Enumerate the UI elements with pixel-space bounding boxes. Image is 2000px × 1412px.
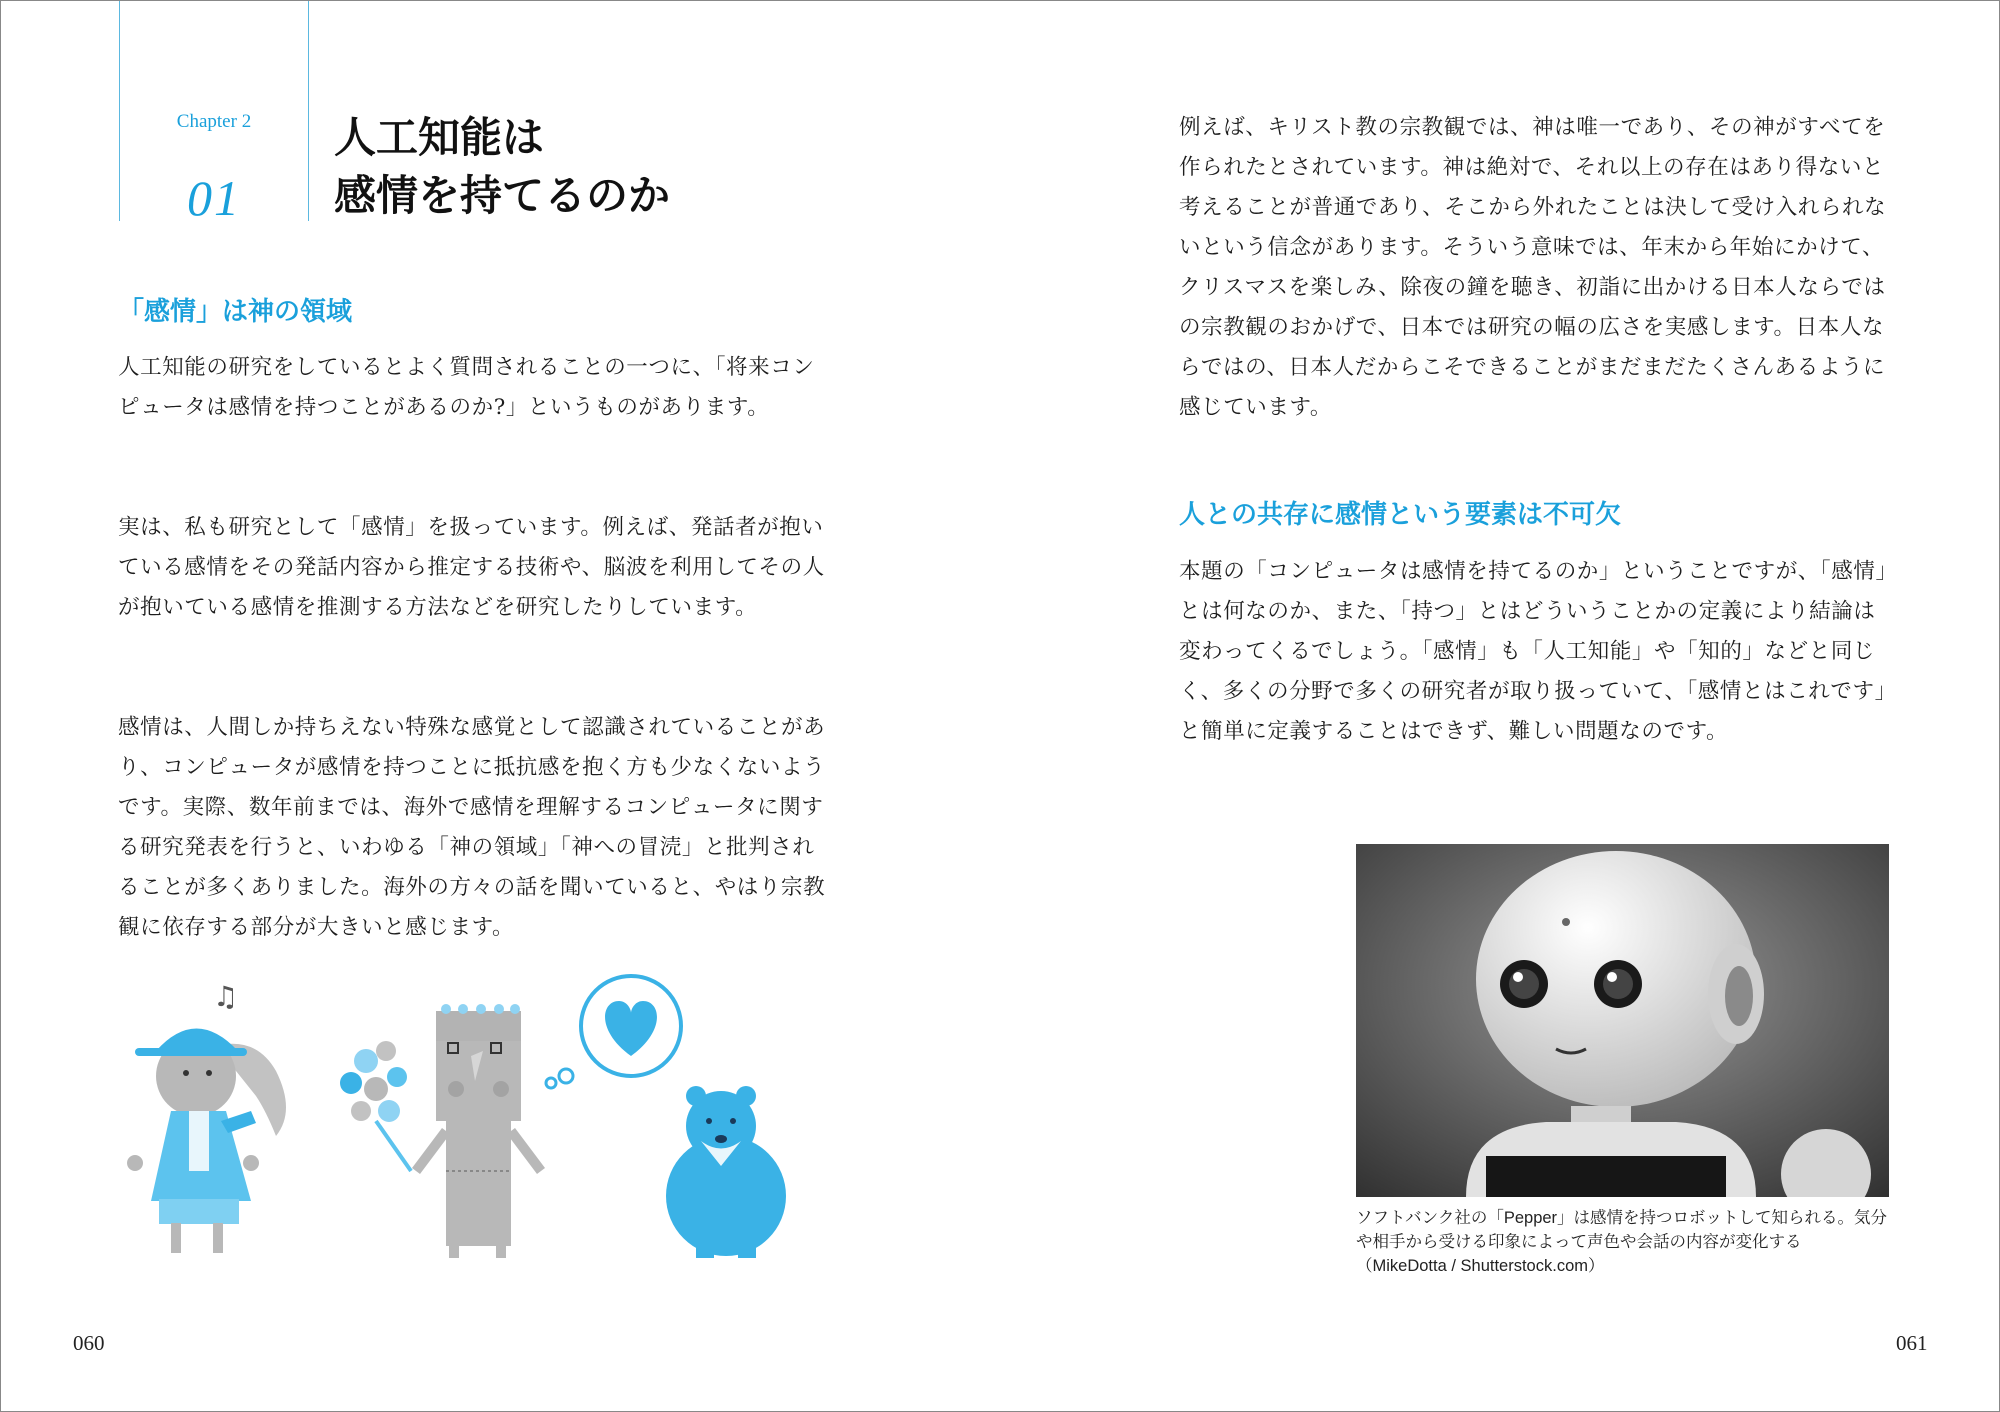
photo-caption: ソフトバンク社の「Pepper」は感情を持つロボットして知られる。気分や相手から受ける印象によって声色や会話の内容が変化する（MikeDotta / Shutterstock.com） [1356,1209,1888,1275]
characters-illustration [101,971,841,1281]
bear-character [666,1086,786,1258]
left-paragraph-3: 感情は、人間しか持ちえない特殊な感覚として認識されていることがあり、コンピュータが感情を持つことに抵抗感を抱く方も少なくないようです。実際、数年前までは、海外で感情を理解するコンピュータに関する研究発表を行うと、いわゆる「神の領域」「神への冒涜」と批判されることが多くありました。海外の方々の話を聞いていると、やはり宗教観に依存する部分が大きいと感じます。 [118,715,826,940]
chapter-title [334,109,670,225]
chapter-box [119,1,309,226]
section-heading-left: 「感情」は神の領域 [118,297,353,327]
stone-statue-character [416,1004,541,1258]
heart-thought-bubble [546,976,681,1088]
music-note-icon: ♫ [213,980,239,1013]
left-paragraph-2: 実は、私も研究として「感情」を扱っています。例えば、発話者が抱いている感情をその発話内容から推定する技術や、脳波を利用してその人が抱いている感情を推測する方法などを研究したりしています。 [118,515,825,620]
page-number-right: 061 [1896,1331,1928,1355]
right-paragraph-1: 例えば、キリスト教の宗教観では、神は唯一であり、その神がすべてを作られたとされています。神は絶対で、それ以上の存在はあり得ないと考えることが普通であり、そこから外れたことは決して受け入れられないという信念があります。そういう意味では、年末から年始にかけて、クリスマスを楽しみ、除夜の鐘を聴き、初詣に出かける日本人ならではの宗教観のおかげで、日本では研究の幅の広さを実感します。日本人ならではの、日本人だからこそできることがまだまだたくさんあるように感じています。 [1179,115,1887,420]
left-paragraph-1: 人工知能の研究をしているとよく質問されることの一つに、「将来コンピュータは感情を持つことがあるのか?」というものがあります。 [118,355,815,420]
section-heading-right: 人との共存に感情という要素は不可欠 [1179,500,1622,530]
chapter-title-line2: 感情を持てるのか [334,171,671,220]
flower-bouquet [340,1041,411,1171]
chapter-label: Chapter 2 [176,111,252,132]
girl-character [127,980,286,1253]
right-paragraph-2: 本題の「コンピュータは感情を持てるのか」ということですが、「感情」とは何なのか、また、「持つ」とはどういうことかの定義により結論は変わってくるでしょう。「感情」も「人工知能」や「知的」などと同じく、多くの分野で多くの研究者が取り扱っていて、「感情とはこれです」と簡単に定義することはできず、難しい問題なのです。 [1179,559,1887,744]
pepper-robot-photo [1356,844,1889,1197]
chapter-title-line1: 人工知能は [334,113,545,162]
chapter-number: 01 [187,170,241,226]
page-number-left: 060 [73,1331,105,1355]
